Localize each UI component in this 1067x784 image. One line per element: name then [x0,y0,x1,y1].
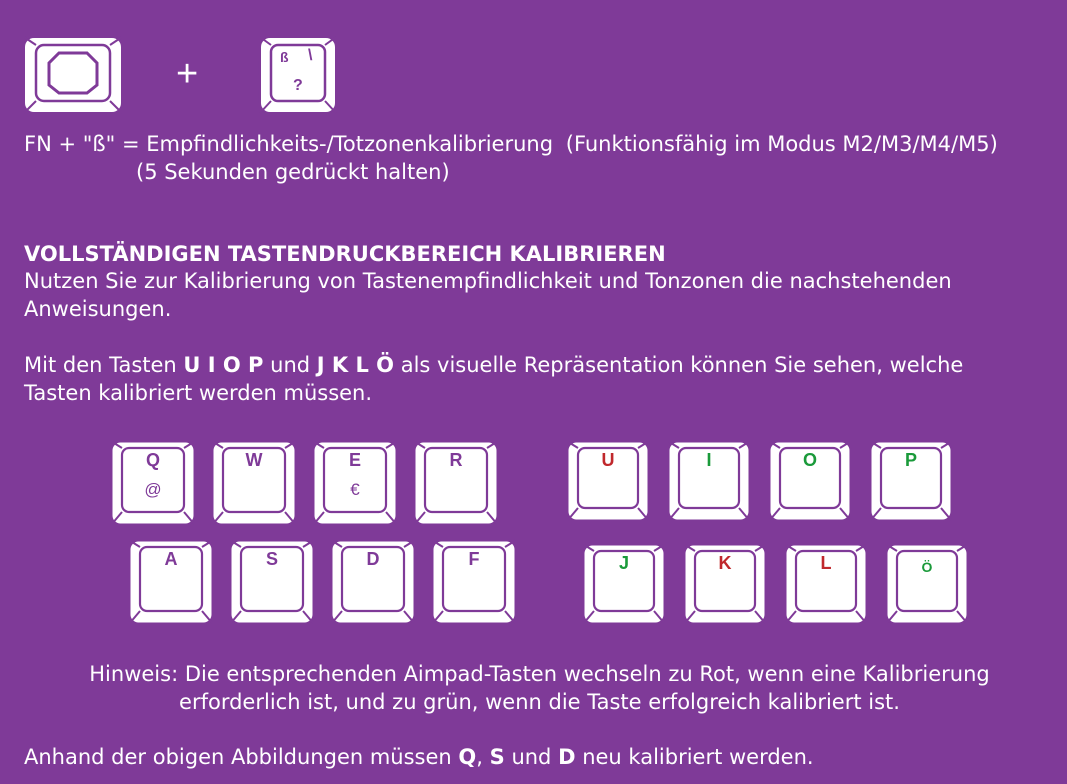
conclusion-sep-2: und [504,745,559,769]
conclusion-key-d: D [558,745,576,769]
intro-line-1: Nutzen Sie zur Kalibrierung von Tastenempfindlichkeit und Tonzonen die nachstehenden [24,269,952,293]
keycap-q [110,440,196,526]
keycap-label: D [366,549,380,569]
keycap-s [229,539,315,625]
keycap-e [312,440,398,526]
keycap-w [211,440,297,526]
conclusion-key-q: Q [458,745,477,769]
keycap-label: Q [145,450,160,470]
mit-keys-jklo: J K L Ö [316,353,395,377]
backslash-key-label: \ [308,47,313,64]
hold-text: (5 Sekunden gedrückt halten) [136,160,450,184]
keycap-label: J [618,553,629,573]
keycap-label: R [449,450,463,470]
question-key-label: ? [293,77,303,94]
keycap-r [413,440,499,526]
mit-pre: Mit den Tasten [24,353,184,377]
fn-calibration-text: FN + "ß" = Empfindlichkeits-/Totzonenkalibrierung [24,132,554,156]
keycap-p-green [869,440,953,522]
note-line-2: erforderlich ist, und zu grün, wenn die Taste erfolgreich kalibriert ist. [179,690,900,714]
conclusion-sep-1: , [476,745,490,769]
eszett-key-label: ß [280,49,289,65]
plus-sign: + [176,53,199,95]
keycap-f [431,539,517,625]
section-heading: VOLLSTÄNDIGEN TASTENDRUCKBEREICH KALIBRIEREN [24,242,666,266]
keycap-label: I [706,450,712,470]
keycap-u-red [566,440,650,522]
keycap-label: Ö [921,559,933,575]
keycap-label: A [164,549,178,569]
conclusion-pre: Anhand der obigen Abbildungen müssen [24,745,459,769]
mit-mid: und [263,353,317,377]
keys-explanation-line-2: Tasten kalibriert werden müssen. [24,381,373,405]
keycap-label: W [245,450,263,470]
keycap-d [330,539,416,625]
keycap-l-red [784,543,868,625]
eszett-key-icon [258,35,338,115]
modes-text: (Funktionsfähig im Modus M2/M3/M4/M5) [565,132,998,156]
conclusion-post: neu kalibriert werden. [575,745,814,769]
intro-line-2: Anweisungen. [24,297,172,321]
keycap-label: E [348,450,361,470]
keycap-label: P [904,450,917,470]
note-line-1: Hinweis: Die entsprechenden Aimpad-Tasten wechseln zu Rot, wenn eine Kalibrierung [89,662,990,686]
keycap-label: S [265,549,278,569]
keycap-o-green [768,440,852,522]
fn-key-icon [22,35,124,115]
keycap-label: U [601,450,615,470]
mit-post: als visuelle Repräsentation können Sie sehen, welche [394,353,964,377]
keycap-a [128,539,214,625]
mit-keys-uiop: U I O P [183,353,264,377]
keycap-label: F [468,549,480,569]
keycap-oe-green [885,543,969,625]
keycap-j-green [582,543,666,625]
conclusion-line [24,743,814,771]
keycap-sublabel: @ [144,480,162,499]
keycap-label: K [718,553,732,573]
keycap-label: O [802,450,817,470]
keycap-i-green [667,440,751,522]
keycap-sublabel: € [350,480,360,499]
keys-explanation-line-1 [24,351,963,379]
keycap-label: L [820,553,832,573]
conclusion-key-s: S [489,745,505,769]
fn-calibration-line [24,130,998,158]
keycap-k-red [683,543,767,625]
